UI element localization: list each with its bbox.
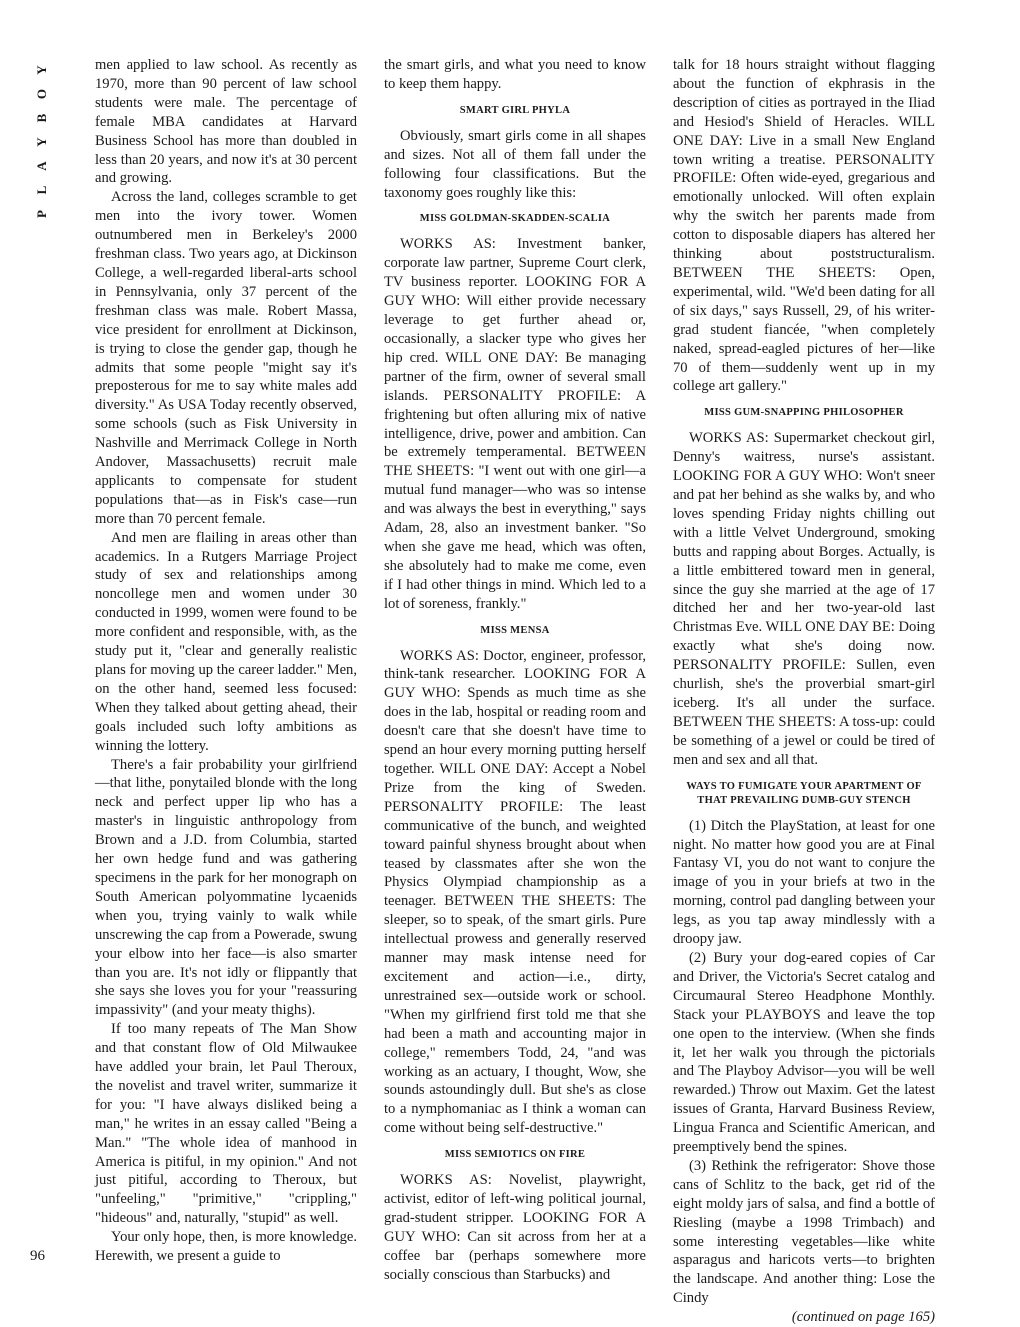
paragraph: Across the land, colleges scramble to get men into the ivory tower. Women outnumbered men in Berkeley's 2000 freshman class. Two years ago, at Dickinson College, a well-regarded liberal-arts school in Pennsylvania, only 37 percent of the freshman class was male. Robert Massa, vice president for enrollment at Dickinson, is trying to close the gender gap, though he admits that some people "might say it's preposterous for me to say white males add diversity." As USA Today recently observed, some schools (such as Fisk University in Nashville and Merrimack College in North Andover, Massachusetts) recruit male applicants to compensate for student populations that—as in Fisk's case—run more than 70 percent female. bbox=[95, 189, 357, 527]
paragraph: And men are flailing in areas other than academics. In a Rutgers Marriage Project study of sex and relationships among noncollege men and women under 30 conducted in 1999, women were found to be more confident and responsible, with, as the study put it, "clear and generally realistic plans for moving up the career ladder." Men, on the other hand, seemed less focused: When they talked about getting ahead, their goals included such lofty ambitions as winning the lottery. bbox=[95, 529, 357, 754]
masthead bbox=[22, 62, 62, 222]
paragraph: the smart girls, and what you need to know to keep them happy. bbox=[384, 57, 646, 92]
paragraph: (1) Ditch the PlayStation, at least for one night. No matter how good you are at Final Fantasy VI, you do not want to conjure the image of you in your briefs at two in the morning, control pad dangling between your legs, as you tap away mindlessly with a droopy jaw. bbox=[673, 817, 935, 948]
section-heading: SMART GIRL PHYLA bbox=[459, 104, 571, 116]
column-3 bbox=[673, 56, 935, 1327]
section-heading: MISS GOLDMAN-SKADDEN-SCALIA bbox=[419, 213, 611, 225]
paragraph: There's a fair probability your girlfriend—that lithe, ponytailed blonde with the long neck and perfect upper lip who has a master's in linguistic anthropology from Brown and a J.D. from Columbia, started her own hedge fund and was gathering specimens in the park for her monograph on South American polyommatine lycaenids when you, trying vainly to walk while unscrewing the cap from a Powerade, swung your elbow into her face—is also smarter than you are. It's not idly or flippantly that she says she loves you for your "reassuring impassivity" (and your meaty thighs). bbox=[95, 756, 357, 1019]
masthead-letter: Y bbox=[34, 65, 49, 75]
paragraph: Your only hope, then, is more knowledge. Herewith, we present a guide to bbox=[95, 1229, 357, 1265]
paragraph: men applied to law school. As recently as 1970, more than 90 percent of law school students were male. The percentage of female MBA candidates at Harvard Business School has more than doubled in less than 20 years, and now it's at 30 percent and growing. bbox=[95, 57, 357, 187]
paragraph: talk for 18 hours straight without flagging about the function of ekphrasis in the description of cities as portrayed in the Iliad and Hesiod's Shield of Heracles. WILL ONE DAY: Live in a small New England town writing a treatise. PERSONALITY PROFILE: Often wide-eyed, gregarious and emotionally unlocked. Will often explain why the switch her parents made from cotton to disposable diapers has altered her thinking about poststructuralism. BETWEEN THE SHEETS: Open, experimental, wild. "We'd been dating for all of six days," says Russell, 29, of his writer-grad student fiancée, "when completely naked, spread-eagled pictures of her—like 70 of them—suddenly went up in my college art gallery." bbox=[673, 57, 935, 395]
column-1 bbox=[95, 56, 357, 1266]
masthead-letter: B bbox=[34, 113, 49, 123]
paragraph: (2) Bury your dog-eared copies of Car and Driver, the Victoria's Secret catalog and Circumaural Stereo Headphone Monthly. Stack your PLAYBOYS and leave the top one open to the interview. (When she finds it, let her walk you through the pictorials and The Playboy Advisor—you will be well rewarded.) Throw out Maxim. Get the latest issues of Granta, Harvard Business Review, Lingua Franca and Scientific American, and preemptively bend the spines. bbox=[673, 949, 935, 1156]
paragraph: (3) Rethink the refrigerator: Shove those cans of Schlitz to the back, get rid of the eight moldy jars of salsa, and find a bottle of Riesling (maybe a 1998 Trimbach) and some interesting vegetables—like white asparagus and haricots verts—to brighten the landscape. And another thing: Lose the Cindy bbox=[673, 1157, 935, 1307]
masthead-letter: L bbox=[34, 185, 49, 195]
masthead-letter: Y bbox=[34, 137, 49, 147]
section-heading: MISS MENSA bbox=[480, 624, 550, 636]
paragraph: WORKS AS: Investment banker, corporate law partner, Supreme Court clerk, TV business reporter. LOOKING FOR A GUY WHO: Will either provide necessary leverage to get further ahead or, occasionally, a slacker type who gives her hip cred. WILL ONE DAY: Be managing partner of the firm, owner of several small islands. PERSONALITY PROFILE: A frightening but often alluring mix of native intelligence, drive, power and ambition. Can be extremely temperamental. BETWEEN THE SHEETS: "I went out with one girl—a mutual fund manager—who was so intense and was always the best in everything," says Adam, 28, also an investment banker. "So when she gave me head, which was often, she absolutely had to make me come, even if I had other things in mind. Which led to a lot of soreness, frankly." bbox=[384, 236, 646, 612]
masthead-letter: A bbox=[34, 161, 49, 171]
continued-note: (continued on page 165) bbox=[791, 1309, 935, 1326]
page-number: 96 bbox=[30, 1248, 45, 1264]
paragraph: WORKS AS: Doctor, engineer, professor, think-tank researcher. LOOKING FOR A GUY WHO: Spends as much time as she does in the lab, hospital or reading room and doesn't care that she doesn't have time to spend an hour every morning putting herself together. WILL ONE DAY: Accept a Nobel Prize from the king of Sweden. PERSONALITY PROFILE: The least communicative of the bunch, and weighted toward painful shyness brought about when teased by classmates after she won the Physics Olympiad championship as a teenager. BETWEEN THE SHEETS: The sleeper, so to speak, of the smart girls. Pure intellectual prowess and generally reserved manner may mask intense need for excitement and action—i.e., dirty, unrestrained sex—outside work or school. "When my girlfriend first told me that she had been a math and accounting major in college," remembers Todd, 24, "and was working as an actuary, I thought, Wow, she sounds astoundingly dull. But she's as close to a nymphomaniac as I think a woman can come without being self-destructive." bbox=[384, 647, 646, 1137]
section-heading: MISS GUM-SNAPPING PHILOSOPHER bbox=[704, 407, 904, 419]
column-2 bbox=[384, 56, 646, 1285]
masthead-letter: P bbox=[34, 210, 49, 218]
paragraph: Obviously, smart girls come in all shapes and sizes. Not all of them fall under the following four classifications. But the taxonomy goes roughly like this: bbox=[384, 127, 646, 201]
paragraph: WORKS AS: Supermarket checkout girl, Denny's waitress, nurse's assistant. LOOKING FOR A GUY WHO: Won't sneer and pat her behind as she walks by, and who loves spending Friday nights chilling out with a little Velvet Underground, smoking butts and rapping about Borges. Actually, is a little embittered toward men in general, since the guy she married at the age of 17 ditched her and her two-year-old last Christmas Eve. WILL ONE DAY BE: Doing exactly what she's doing now. PERSONALITY PROFILE: Sullen, even churlish, she's the proverbial smart-girl iceberg. It's all under the surface. BETWEEN THE SHEETS: A toss-up: could be something of a jewel or could be tired of men and sex and all that. bbox=[673, 430, 935, 768]
section-heading: WAYS TO FUMIGATE YOUR APARTMENT OF THAT PREVAILING DUMB-GUY STENCH bbox=[686, 780, 922, 806]
masthead-letter: O bbox=[34, 88, 49, 100]
paragraph: WORKS AS: Novelist, playwright, activist, editor of left-wing political journal, grad-student stripper. LOOKING FOR A GUY WHO: Can sit across from her at a coffee bar (perhaps somewhere more socially conscious than Starbucks) and bbox=[384, 1172, 646, 1283]
paragraph: If too many repeats of The Man Show and that constant flow of Old Milwaukee have addled your brain, let Paul Theroux, the novelist and travel writer, summarize it for you: "I have always disliked being a man," he writes in an essay called "Being a Man." "The whole idea of manhood in America is pitiful, in my opinion." And not just pitiful, according to Theroux, but "unfeeling," "primitive," "crippling," "hideous" and, naturally, "stupid" as well. bbox=[95, 1021, 357, 1227]
section-heading: MISS SEMIOTICS ON FIRE bbox=[444, 1149, 586, 1161]
